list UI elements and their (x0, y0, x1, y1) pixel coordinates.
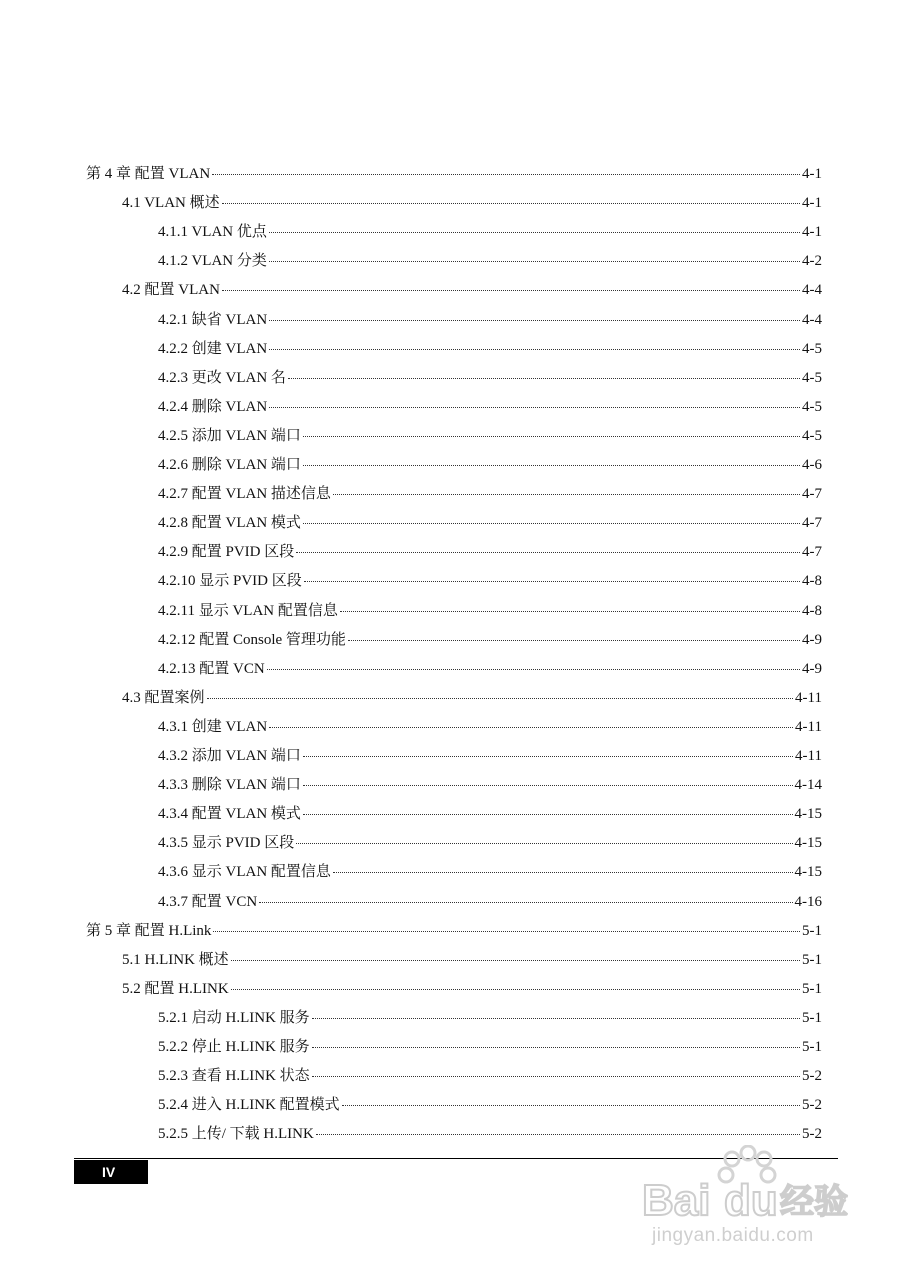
toc-entry-page: 4-1 (802, 224, 822, 240)
toc-entry[interactable] (158, 802, 822, 826)
toc-entry-title: 5.2.1 启动 H.LINK 服务 (158, 1010, 310, 1026)
toc-entry[interactable] (158, 657, 822, 681)
toc-entry-title: 4.2.2 创建 VLAN (158, 341, 268, 357)
toc-leader-dots (303, 522, 800, 524)
toc-entry[interactable] (158, 1093, 822, 1117)
toc-entry-title: 4.3.7 配置 VCN (158, 894, 258, 910)
toc-leader-dots (303, 755, 793, 757)
toc-entry-page: 5-2 (802, 1097, 822, 1113)
toc-entry[interactable] (158, 1035, 822, 1059)
toc-entry[interactable] (158, 249, 822, 273)
toc-entry[interactable] (158, 395, 822, 419)
toc-entry[interactable] (122, 977, 822, 1001)
toc-entry-title: 第 4 章 配置 VLAN (86, 166, 211, 182)
toc-entry[interactable] (158, 569, 822, 593)
toc-entry-page: 5-1 (802, 981, 822, 997)
toc-entry-title: 4.2.3 更改 VLAN 名 (158, 370, 286, 386)
toc-entry-page: 4-2 (802, 253, 822, 269)
toc-entry-title: 5.1 H.LINK 概述 (122, 952, 229, 968)
toc-entry-title: 5.2.5 上传/ 下载 H.LINK (158, 1126, 314, 1142)
toc-entry[interactable] (158, 831, 822, 855)
toc-entry-title: 4.2 配置 VLAN (122, 282, 220, 298)
svg-text:经验: 经验 (780, 1182, 848, 1222)
toc-leader-dots (303, 813, 793, 815)
toc-entry-title: 4.1 VLAN 概述 (122, 195, 220, 211)
toc-entry-page: 4-15 (794, 835, 822, 851)
toc-entry-page: 4-14 (794, 777, 822, 793)
toc-entry-title: 4.2.7 配置 VLAN 描述信息 (158, 486, 331, 502)
toc-entry[interactable] (158, 890, 822, 914)
toc-entry-page: 5-1 (802, 1039, 822, 1055)
toc-entry[interactable] (158, 860, 822, 884)
toc-entry-title: 第 5 章 配置 H.Link (86, 923, 212, 939)
toc-leader-dots (269, 231, 800, 233)
page-number-tab: IV (74, 1160, 148, 1184)
toc-entry-page: 5-1 (802, 1010, 822, 1026)
toc-leader-dots (303, 435, 800, 437)
toc-entry-title: 4.3.6 显示 VLAN 配置信息 (158, 864, 331, 880)
toc-leader-dots (333, 493, 800, 495)
toc-entry[interactable] (158, 628, 822, 652)
toc-leader-dots (340, 610, 800, 612)
toc-entry-title: 4.2.5 添加 VLAN 端口 (158, 428, 301, 444)
toc-entry-page: 4-8 (802, 603, 822, 619)
toc-entry-page: 4-16 (794, 894, 822, 910)
toc-leader-dots (333, 871, 793, 873)
toc-entry-title: 4.3 配置案例 (122, 690, 205, 706)
toc-entry[interactable] (158, 424, 822, 448)
toc-entry[interactable] (122, 948, 822, 972)
toc-leader-dots (303, 784, 793, 786)
toc-entry-title: 4.2.8 配置 VLAN 模式 (158, 515, 301, 531)
toc-entry[interactable] (158, 1122, 822, 1146)
toc-entry-title: 5.2 配置 H.LINK (122, 981, 229, 997)
toc-leader-dots (303, 464, 800, 466)
watermark-url: jingyan.baidu.com (652, 1225, 814, 1246)
toc-entry-page: 4-5 (802, 399, 822, 415)
toc-leader-dots (222, 289, 800, 291)
toc-entry-page: 4-4 (802, 312, 822, 328)
toc-leader-dots (312, 1075, 800, 1077)
toc-entry-title: 5.2.3 查看 H.LINK 状态 (158, 1068, 310, 1084)
toc-leader-dots (269, 348, 800, 350)
toc-leader-dots (213, 930, 800, 932)
toc-entry-title: 4.2.6 删除 VLAN 端口 (158, 457, 301, 473)
svg-text:du: du (724, 1176, 778, 1225)
toc-entry-title: 4.3.2 添加 VLAN 端口 (158, 748, 301, 764)
toc-entry-title: 4.1.1 VLAN 优点 (158, 224, 267, 240)
toc-entry-page: 4-5 (802, 370, 822, 386)
toc-entry-page: 4-5 (802, 428, 822, 444)
toc-entry-page: 4-4 (802, 282, 822, 298)
toc-entry-page: 4-11 (795, 690, 822, 706)
toc-entry[interactable] (158, 511, 822, 535)
toc-entry[interactable] (158, 308, 822, 332)
toc-leader-dots (259, 901, 792, 903)
toc-entry-page: 5-1 (802, 952, 822, 968)
toc-entry[interactable] (158, 1064, 822, 1088)
toc-leader-dots (269, 260, 800, 262)
toc-entry-page: 4-9 (802, 632, 822, 648)
toc-leader-dots (212, 173, 800, 175)
toc-entry[interactable] (122, 278, 822, 302)
toc-entry-title: 4.3.1 创建 VLAN (158, 719, 268, 735)
toc-entry[interactable] (122, 686, 822, 710)
toc-entry[interactable] (158, 482, 822, 506)
toc-entry-page: 4-7 (802, 486, 822, 502)
toc-leader-dots (269, 726, 793, 728)
toc-entry-page: 4-15 (794, 864, 822, 880)
toc-leader-dots (312, 1046, 800, 1048)
toc-entry-page: 5-1 (802, 923, 822, 939)
toc-entry[interactable] (158, 453, 822, 477)
toc-entry-page: 4-7 (802, 515, 822, 531)
toc-leader-dots (231, 959, 800, 961)
toc-entry-page: 5-2 (802, 1126, 822, 1142)
toc-entry-page: 4-7 (802, 544, 822, 560)
toc-entry-title: 4.3.4 配置 VLAN 模式 (158, 806, 301, 822)
toc-entry[interactable] (158, 366, 822, 390)
toc-entry-title: 4.2.13 配置 VCN (158, 661, 265, 677)
toc-leader-dots (222, 202, 800, 204)
toc-entry-title: 4.2.9 配置 PVID 区段 (158, 544, 295, 560)
toc-entry-page: 4-11 (795, 719, 822, 735)
toc-entry-page: 4-11 (795, 748, 822, 764)
toc-entry-title: 4.2.11 显示 VLAN 配置信息 (158, 603, 338, 619)
toc-entry-title: 4.2.4 删除 VLAN (158, 399, 268, 415)
toc-entry-title: 4.3.5 显示 PVID 区段 (158, 835, 295, 851)
toc-entry[interactable] (158, 220, 822, 244)
toc-leader-dots (348, 639, 800, 641)
toc-entry-title: 4.2.10 显示 PVID 区段 (158, 573, 302, 589)
toc-entry[interactable] (158, 337, 822, 361)
toc-entry[interactable] (158, 599, 822, 623)
toc-entry-title: 4.2.1 缺省 VLAN (158, 312, 268, 328)
toc-entry[interactable] (158, 540, 822, 564)
toc-entry[interactable] (158, 744, 822, 768)
toc-leader-dots (231, 988, 800, 990)
toc-leader-dots (312, 1017, 800, 1019)
toc-leader-dots (269, 319, 800, 321)
toc-entry-page: 4-5 (802, 341, 822, 357)
toc-leader-dots (316, 1133, 800, 1135)
toc-leader-dots (267, 668, 800, 670)
toc-entry[interactable] (158, 1006, 822, 1030)
toc-leader-dots (269, 406, 800, 408)
toc-leader-dots (296, 842, 792, 844)
toc-entry[interactable] (158, 715, 822, 739)
toc-leader-dots (304, 580, 800, 582)
toc-leader-dots (342, 1104, 800, 1106)
toc-entry[interactable] (122, 191, 822, 215)
toc-entry-page: 4-1 (802, 166, 822, 182)
toc-entry-page: 4-1 (802, 195, 822, 211)
toc-entry-page: 4-15 (794, 806, 822, 822)
toc-entry-title: 5.2.4 进入 H.LINK 配置模式 (158, 1097, 340, 1113)
toc-entry-title: 5.2.2 停止 H.LINK 服务 (158, 1039, 310, 1055)
toc-entry[interactable] (86, 919, 822, 943)
toc-entry-page: 4-9 (802, 661, 822, 677)
toc-entry-title: 4.2.12 配置 Console 管理功能 (158, 632, 346, 648)
toc-leader-dots (207, 697, 794, 699)
toc-entry[interactable] (86, 162, 822, 186)
toc-entry-title: 4.3.3 删除 VLAN 端口 (158, 777, 301, 793)
toc-entry-title: 4.1.2 VLAN 分类 (158, 253, 267, 269)
toc-entry[interactable] (158, 773, 822, 797)
toc-entry-page: 4-6 (802, 457, 822, 473)
toc-entry-page: 5-2 (802, 1068, 822, 1084)
toc-entry-page: 4-8 (802, 573, 822, 589)
svg-text:Bai: Bai (642, 1176, 711, 1225)
toc-leader-dots (296, 551, 800, 553)
toc-leader-dots (288, 377, 800, 379)
